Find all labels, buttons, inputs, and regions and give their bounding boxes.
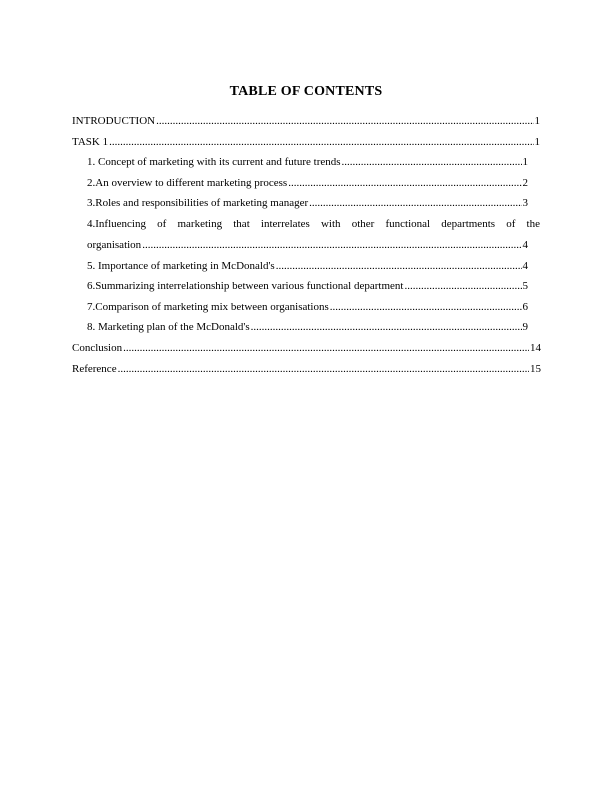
- toc-entry-introduction[interactable]: [72, 114, 540, 128]
- toc-page-number: 3: [522, 197, 528, 209]
- toc-page-number: 6: [522, 301, 528, 313]
- toc-page-number: 5: [522, 280, 528, 292]
- toc-entry-text: 5. Importance of marketing in McDonald's: [87, 260, 275, 272]
- toc-entry-text: 8. Marketing plan of the McDonald's: [87, 321, 250, 333]
- dot-leader: [288, 176, 521, 190]
- toc-entry-marketing-mix-comparison[interactable]: [87, 300, 528, 314]
- toc-page-number: 1: [534, 115, 540, 127]
- dot-leader: [156, 114, 533, 128]
- dot-leader: [118, 362, 529, 376]
- toc-page-number: 1: [522, 156, 528, 168]
- toc-page-number: 14: [530, 342, 541, 354]
- word: 4.Influencing: [87, 218, 146, 230]
- toc-page-number: 15: [530, 363, 541, 375]
- dot-leader: [276, 259, 522, 273]
- dot-leader: [404, 279, 521, 293]
- toc-entry-importance-of-marketing[interactable]: [87, 259, 528, 273]
- toc-entry-text: 6.Summarizing interrelationship between various functional department: [87, 280, 404, 292]
- toc-entry-conclusion[interactable]: [72, 341, 541, 355]
- toc-page-number: 4: [522, 260, 528, 272]
- toc-page-number: 1: [534, 136, 540, 148]
- toc-entry-text: 7.Comparison of marketing mix between organisations: [87, 301, 329, 313]
- toc-entry-text: INTRODUCTION: [72, 115, 156, 127]
- toc-page-number: 4: [522, 239, 528, 251]
- toc-entry-text: Conclusion: [72, 342, 123, 354]
- toc-entry-text: Reference: [72, 363, 117, 375]
- toc-entry-text-line-1: [87, 217, 540, 231]
- toc-page-number: 9: [522, 321, 528, 333]
- toc-title: TABLE OF CONTENTS: [229, 84, 383, 99]
- toc-entry-interrelationship[interactable]: [87, 279, 528, 293]
- dot-leader: [123, 341, 529, 355]
- toc-entry-text-line-2: [87, 238, 528, 252]
- word: of: [506, 218, 516, 230]
- toc-entry-task-1[interactable]: [72, 135, 540, 149]
- word: functional: [385, 218, 431, 230]
- dot-leader: [251, 320, 522, 334]
- dot-leader: [109, 135, 533, 149]
- toc-entry-text: 2.An overview to different marketing process: [87, 177, 288, 189]
- dot-leader: [309, 196, 521, 210]
- toc-entry-text: TASK 1: [72, 136, 109, 148]
- word: with: [320, 218, 341, 230]
- word: that: [233, 218, 250, 230]
- toc-entry-roles-responsibilities[interactable]: [87, 196, 528, 210]
- toc-page-number: 2: [522, 177, 528, 189]
- dot-leader: [330, 300, 522, 314]
- word: of: [157, 218, 167, 230]
- word: the: [526, 218, 540, 230]
- toc-entry-marketing-process[interactable]: [87, 176, 528, 190]
- dot-leader: [342, 155, 522, 169]
- word: marketing: [177, 218, 223, 230]
- word: interrelates: [260, 218, 310, 230]
- toc-entry-text: organisation: [87, 239, 142, 251]
- toc-entry-marketing-plan[interactable]: [87, 320, 528, 334]
- toc-entry-concept-of-marketing[interactable]: [87, 155, 528, 169]
- word: other: [351, 218, 375, 230]
- toc-entry-text: 3.Roles and responsibilities of marketing manager: [87, 197, 309, 209]
- word: departments: [441, 218, 496, 230]
- toc-entry-text: 1. Concept of marketing with its current and future trends: [87, 156, 341, 168]
- toc-entry-reference[interactable]: [72, 362, 541, 376]
- dot-leader: [142, 238, 521, 252]
